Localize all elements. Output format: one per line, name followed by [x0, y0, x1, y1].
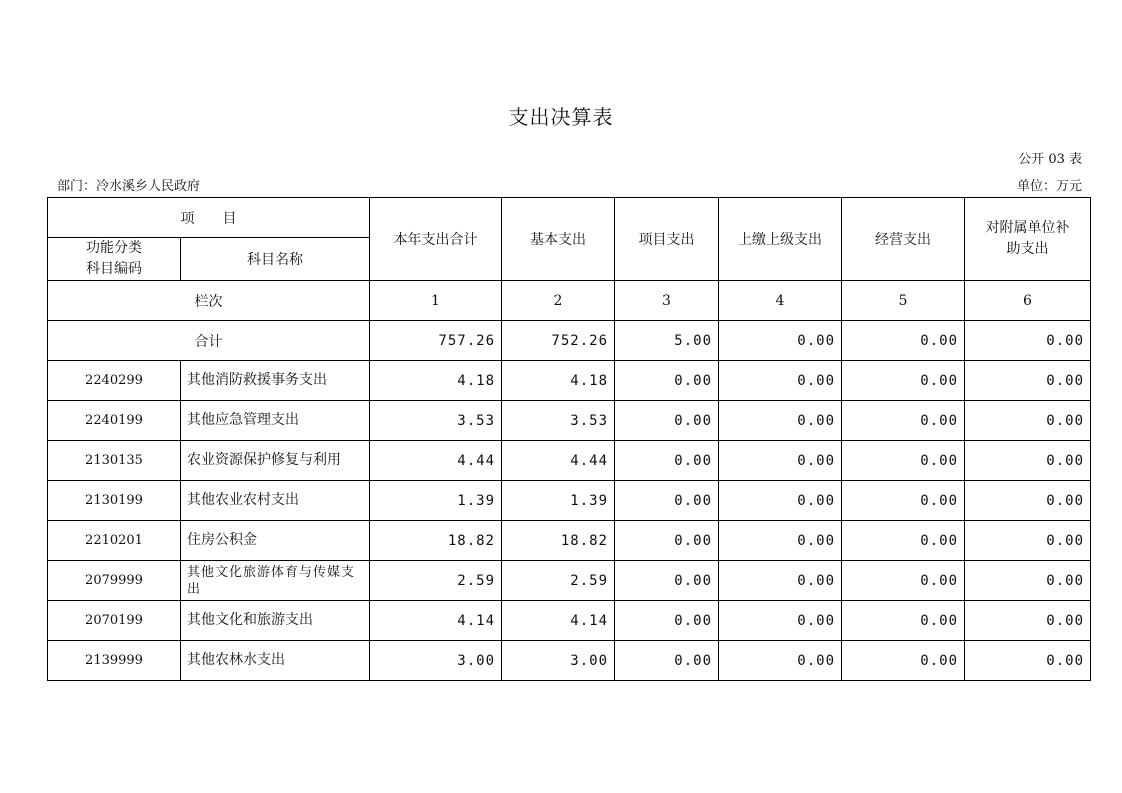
amount-cell: 0.00 — [842, 401, 965, 441]
header-subject-name: 科目名称 — [181, 238, 370, 281]
table-row — [48, 361, 1091, 401]
amount-cell: 0.00 — [965, 481, 1091, 521]
function-code-cell: 2240199 — [48, 401, 181, 441]
amount-cell: 1.39 — [370, 481, 502, 521]
function-code-cell: 2070199 — [48, 601, 181, 641]
header-func-code — [48, 238, 181, 281]
column-index-label: 栏次 — [48, 281, 370, 321]
table-row — [48, 441, 1091, 481]
function-code-cell: 2079999 — [48, 561, 181, 601]
subject-name-cell: 其他文化旅游体育与传媒支出 — [181, 561, 370, 601]
amount-cell: 2.59 — [370, 561, 502, 601]
amount-cell: 0.00 — [615, 401, 719, 441]
function-code-cell: 2210201 — [48, 521, 181, 561]
amount-cell: 0.00 — [965, 601, 1091, 641]
amount-cell: 0.00 — [719, 401, 842, 441]
amount-cell: 0.00 — [615, 481, 719, 521]
total-value-cell: 5.00 — [615, 321, 719, 361]
amount-cell: 0.00 — [615, 641, 719, 681]
amount-cell: 0.00 — [719, 481, 842, 521]
amount-cell: 1.39 — [502, 481, 615, 521]
header-col-subsidy-line1: 对附属单位补 — [985, 220, 1070, 236]
total-value-cell: 0.00 — [719, 321, 842, 361]
table-row — [48, 401, 1091, 441]
header-func-code-line1: 功能分类 — [86, 240, 142, 256]
amount-cell: 0.00 — [842, 521, 965, 561]
amount-cell: 0.00 — [965, 641, 1091, 681]
amount-cell: 0.00 — [965, 401, 1091, 441]
column-index-row — [48, 281, 1091, 321]
header-col-total: 本年支出合计 — [370, 198, 502, 281]
function-code-cell: 2130135 — [48, 441, 181, 481]
amount-cell: 0.00 — [965, 521, 1091, 561]
amount-cell: 0.00 — [719, 561, 842, 601]
header-col-remit: 上缴上级支出 — [719, 198, 842, 281]
amount-cell: 0.00 — [719, 641, 842, 681]
amount-cell: 0.00 — [842, 641, 965, 681]
subject-name-cell: 其他农林水支出 — [181, 641, 370, 681]
amount-cell: 3.00 — [502, 641, 615, 681]
amount-cell: 0.00 — [719, 521, 842, 561]
unit-label: 单位：万元 — [1016, 179, 1082, 194]
function-code-cell: 2130199 — [48, 481, 181, 521]
table-row — [48, 601, 1091, 641]
total-value-cell: 757.26 — [370, 321, 502, 361]
amount-cell: 0.00 — [965, 561, 1091, 601]
column-index-cell: 1 — [370, 281, 502, 321]
amount-cell: 3.53 — [370, 401, 502, 441]
table-row — [48, 481, 1091, 521]
amount-cell: 0.00 — [965, 361, 1091, 401]
function-code-cell: 2139999 — [48, 641, 181, 681]
column-index-cell: 4 — [719, 281, 842, 321]
subject-name-cell: 其他农业农村支出 — [181, 481, 370, 521]
amount-cell: 0.00 — [719, 601, 842, 641]
amount-cell: 0.00 — [842, 441, 965, 481]
amount-cell: 4.18 — [502, 361, 615, 401]
amount-cell: 3.53 — [502, 401, 615, 441]
total-label: 合计 — [48, 321, 370, 361]
amount-cell: 0.00 — [842, 601, 965, 641]
amount-cell: 0.00 — [842, 561, 965, 601]
expenditure-table — [47, 197, 1091, 681]
amount-cell: 4.44 — [502, 441, 615, 481]
amount-cell: 0.00 — [615, 561, 719, 601]
table-row — [48, 521, 1091, 561]
header-func-code-line2: 科目编码 — [86, 261, 142, 277]
amount-cell: 0.00 — [615, 361, 719, 401]
total-value-cell: 752.26 — [502, 321, 615, 361]
table-row — [48, 561, 1091, 601]
subject-name-cell: 住房公积金 — [181, 521, 370, 561]
amount-cell: 2.59 — [502, 561, 615, 601]
header-col-subsidy-line2: 助支出 — [1006, 241, 1049, 257]
subject-name-cell: 其他消防救援事务支出 — [181, 361, 370, 401]
amount-cell: 0.00 — [615, 441, 719, 481]
table-header — [48, 198, 1091, 281]
header-project: 项 目 — [48, 198, 370, 238]
amount-cell: 4.14 — [502, 601, 615, 641]
header-col-subsidy — [965, 198, 1091, 281]
amount-cell: 3.00 — [370, 641, 502, 681]
amount-cell: 18.82 — [370, 521, 502, 561]
table-body — [48, 281, 1091, 681]
amount-cell: 0.00 — [615, 601, 719, 641]
amount-cell: 0.00 — [842, 361, 965, 401]
amount-cell: 4.18 — [370, 361, 502, 401]
amount-cell: 4.14 — [370, 601, 502, 641]
page-title: 支出决算表 — [508, 105, 614, 129]
amount-cell: 0.00 — [719, 441, 842, 481]
column-index-cell: 3 — [615, 281, 719, 321]
total-row — [48, 321, 1091, 361]
header-col-operating: 经营支出 — [842, 198, 965, 281]
amount-cell: 0.00 — [842, 481, 965, 521]
column-index-cell: 5 — [842, 281, 965, 321]
amount-cell: 18.82 — [502, 521, 615, 561]
function-code-cell: 2240299 — [48, 361, 181, 401]
subject-name-cell: 其他应急管理支出 — [181, 401, 370, 441]
amount-cell: 0.00 — [965, 441, 1091, 481]
header-col-basic: 基本支出 — [502, 198, 615, 281]
header-col-project: 项目支出 — [615, 198, 719, 281]
amount-cell: 4.44 — [370, 441, 502, 481]
column-index-cell: 2 — [502, 281, 615, 321]
total-value-cell: 0.00 — [965, 321, 1091, 361]
column-index-cell: 6 — [965, 281, 1091, 321]
amount-cell: 0.00 — [615, 521, 719, 561]
form-number: 公开 03 表 — [1018, 152, 1082, 167]
total-value-cell: 0.00 — [842, 321, 965, 361]
subject-name-cell: 农业资源保护修复与利用 — [181, 441, 370, 481]
subject-name-cell: 其他文化和旅游支出 — [181, 601, 370, 641]
amount-cell: 0.00 — [719, 361, 842, 401]
department-label: 部门：冷水溪乡人民政府 — [57, 179, 201, 194]
table-row — [48, 641, 1091, 681]
